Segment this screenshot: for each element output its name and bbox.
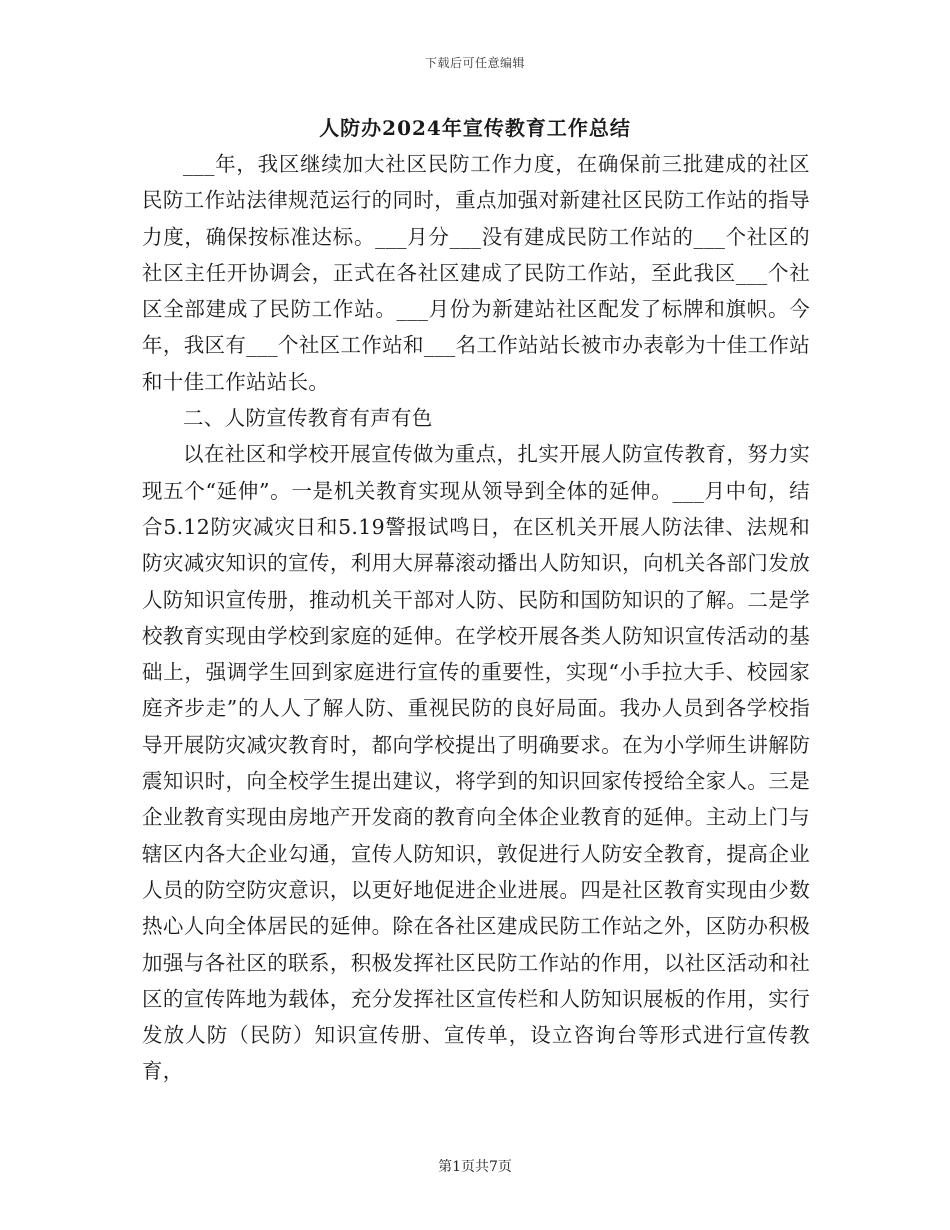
- page-number: 第1页共7页: [438, 1159, 512, 1175]
- document-title: 人防办2024年宣传教育工作总结: [319, 116, 631, 140]
- header-note: 下载后可任意编辑: [424, 56, 525, 70]
- paragraph-2: 以在社区和学校开展宣传做为重点，扎实开展人防宣传教育，努力实现五个“延伸”。一是机关教育实现从领导到全体的延伸。___月中旬，结合5.12防灾减灾日和5.19警报试鸣日，在区机关开展人防法律、法规和防灾减灾知识的宣传，利用大屏幕滚动播出人防知识，向机关各部门发放人防知识宣传册，推动机关干部对人防、民防和国防知识的了解。二是学校教育实现由学校到家庭的延伸。在学校开展各类人防知识宣传活动的基础上，强调学生回到家庭进行宣传的重要性，实现“小手拉大手、校园家庭齐步走”的人人了解人防、重视民防的良好局面。我办人员到各学校指导开展防灾减灾教育时，都向学校提出了明确要求。在为小学师生讲解防震知识时，向全校学生提出建议，将学到的知识回家传授给全家人。三是企业教育实现由房地产开发商的教育向全体企业教育的延伸。主动上门与辖区内各大企业勾通，宣传人防知识，敦促进行人防安全教育，提高企业人员的防空防灾意识，以更好地促进企业进展。四是社区教育实现由少数热心人向全体居民的延伸。除在各社区建成民防工作站之外，区防办积极加强与各社区的联系，积极发挥社区民防工作站的作用，以社区活动和社区的宣传阵地为载体，充分发挥社区宣传栏和人防知识展板的作用，实行发放人防（民防）知识宣传册、宣传单，设立咨询台等形式进行宣传教育，: [142, 442, 810, 1084]
- paragraph-1: ___年，我区继续加大社区民防工作力度，在确保前三批建成的社区民防工作站法律规范运行的同时，重点加强对新建社区民防工作站的指导力度，确保按标准达标。___月分___没有建成民防工作站的___个社区的社区主任开协调会，正式在各社区建成了民防工作站，至此我区___个社区全部建成了民防工作站。___月份为新建站社区配发了标牌和旗帜。今年，我区有___个社区工作站和___名工作站站长被市办表彰为十佳工作站和十佳工作站站长。: [142, 152, 810, 394]
- section-heading: 二、人防宣传教育有声有色: [183, 406, 433, 431]
- document-body: [142, 146, 810, 1090]
